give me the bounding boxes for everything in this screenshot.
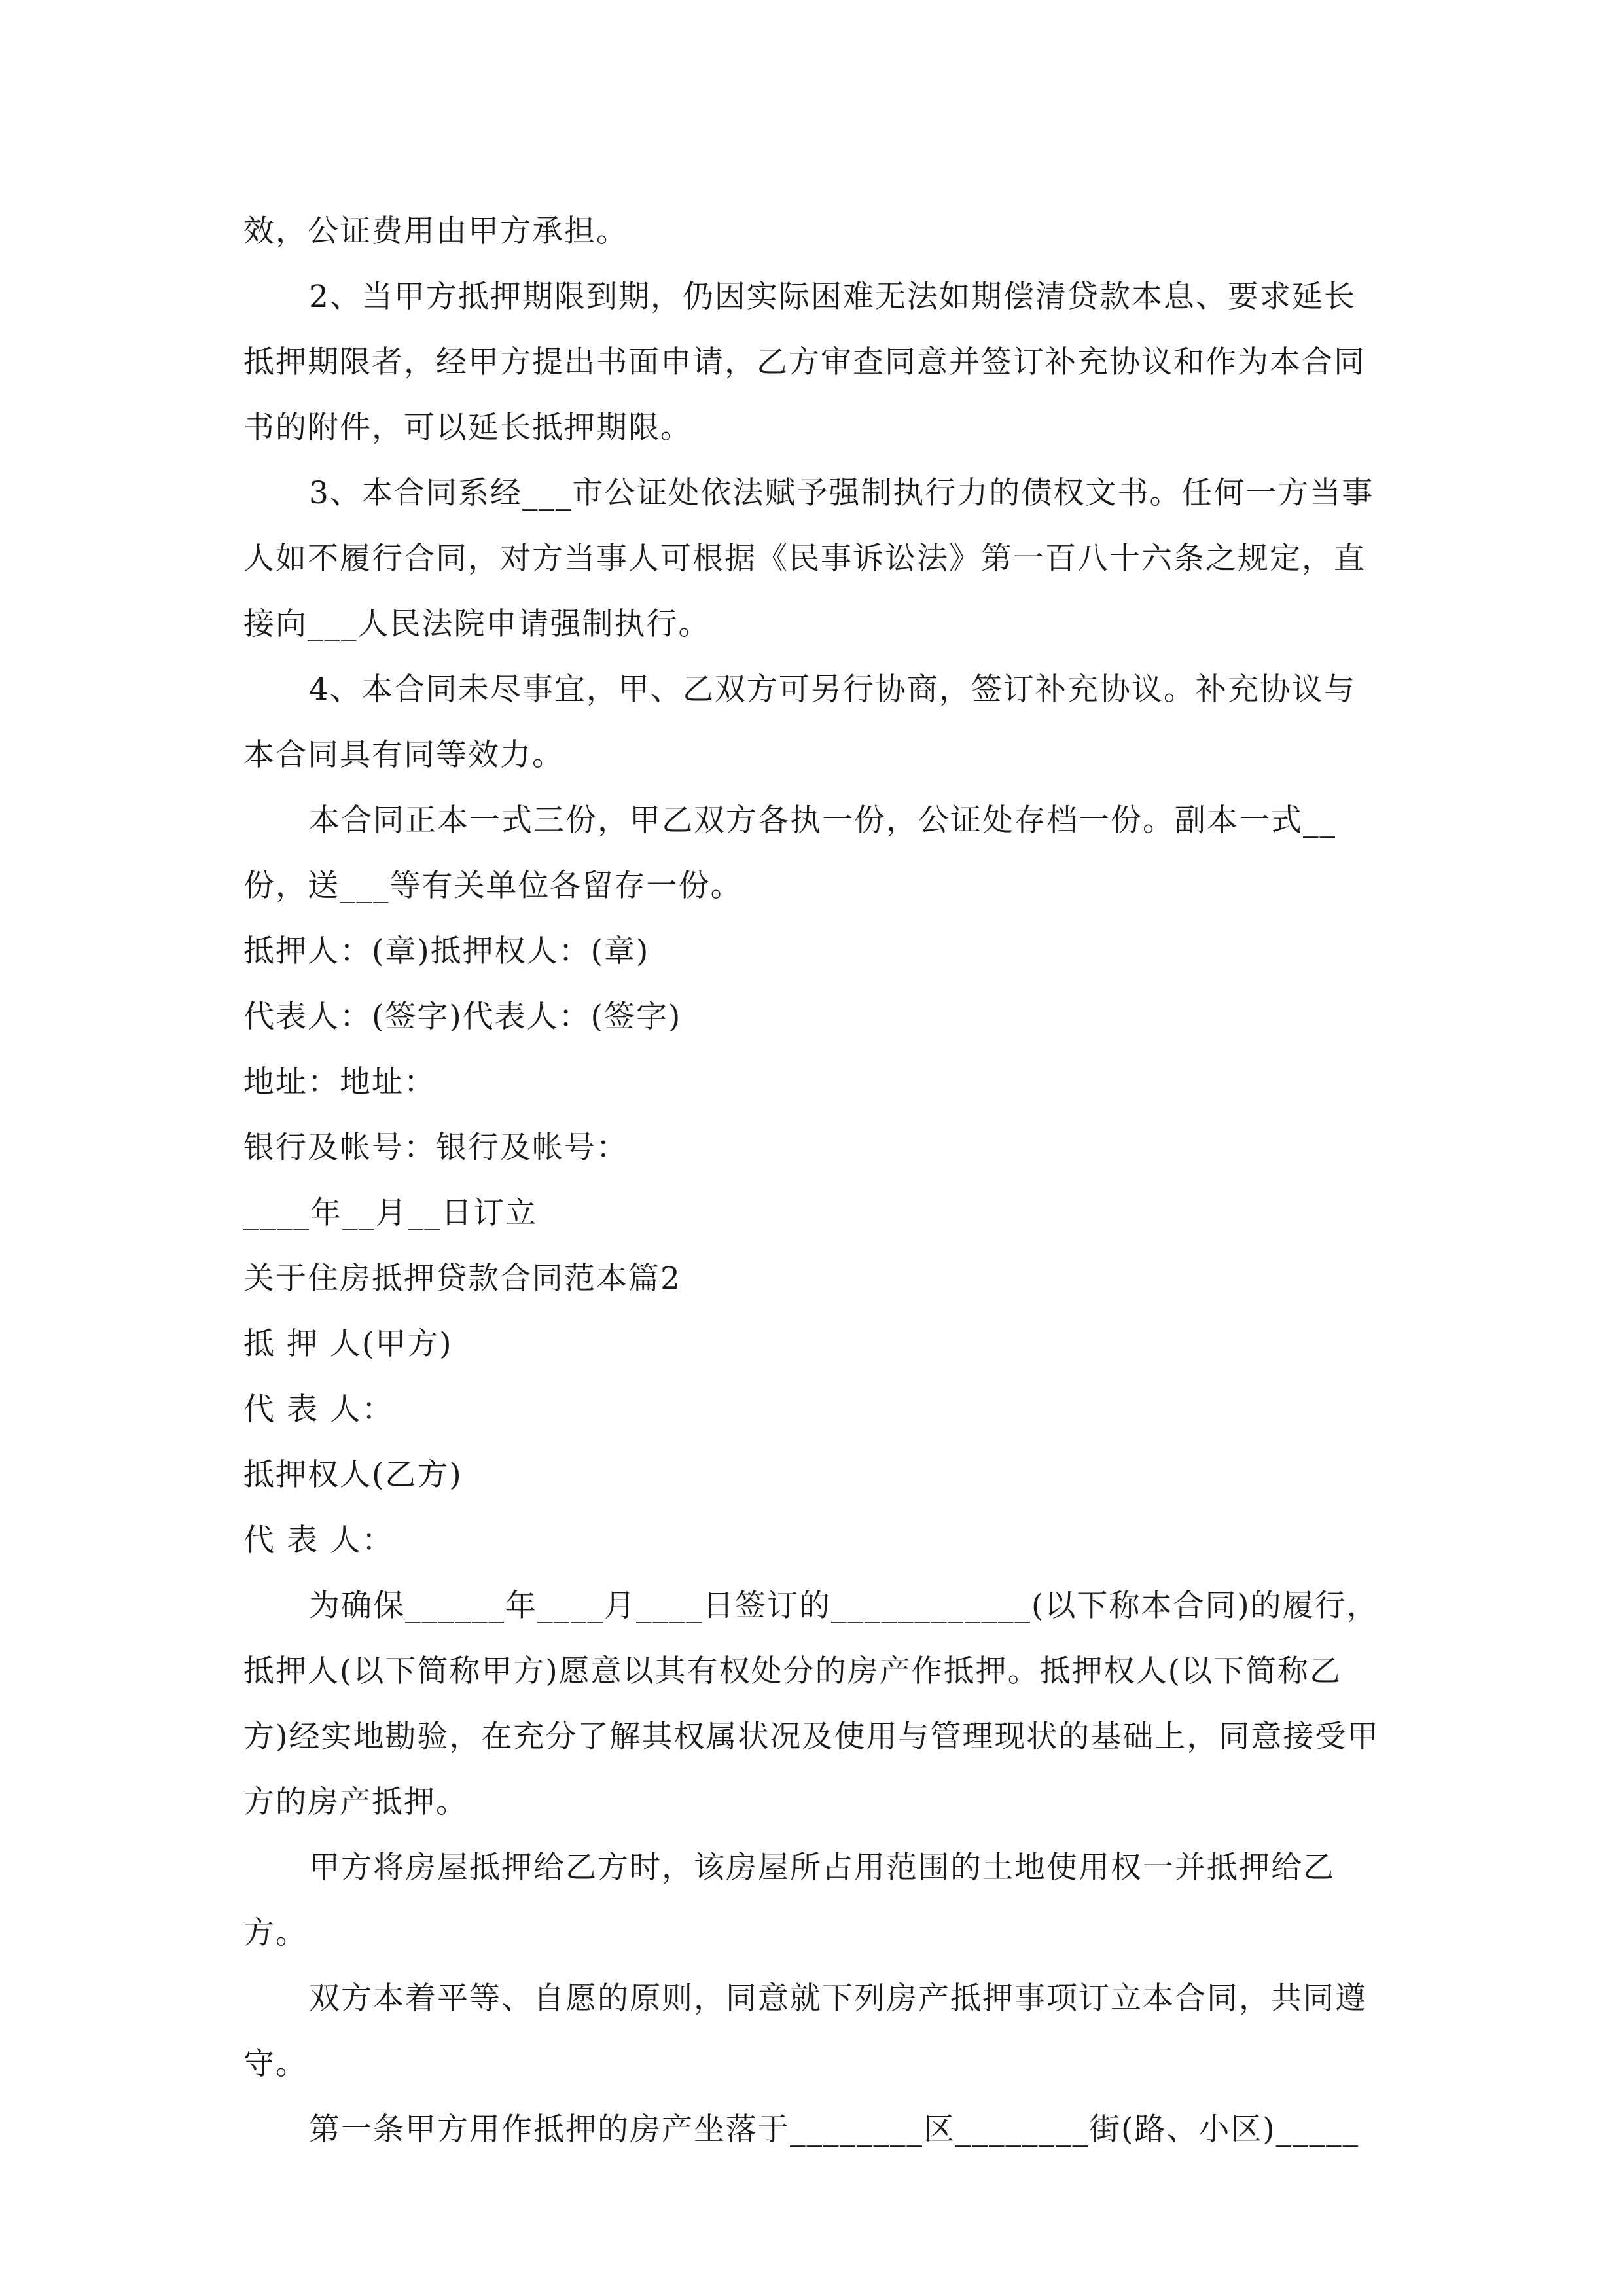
document-body bbox=[243, 199, 1385, 2162]
paragraph-land-use: 甲方将房屋抵押给乙方时，该房屋所占用范围的土地使用权一并抵押给乙方。 bbox=[243, 1850, 1335, 1951]
line-mortgagor: 抵 押 人(甲方) bbox=[243, 1326, 453, 1362]
paragraph-clause-2-extension: 2、当甲方抵押期限到期，仍因实际困难无法如期偿清贷款本息、要求延长抵押期限者，经甲方提出书面申请，乙方审查同意并签订补充协议和作为本合同书的附件，可以延长抵押期限。 bbox=[243, 279, 1366, 446]
paragraph-clause-4-supplement: 4、本合同未尽事宜，甲、乙双方可另行协商，签订补充协议。补充协议与本合同具有同等效力。 bbox=[243, 672, 1356, 773]
paragraph-clause-3-enforcement: 3、本合同系经___市公证处依法赋予强制执行力的债权文书。任何一方当事人如不履行合同，对方当事人可根据《民事诉讼法》第一百八十六条之规定，直接向___人民法院申请强制执行。 bbox=[243, 475, 1374, 642]
line-representative-b: 代 表 人： bbox=[243, 1522, 394, 1558]
line-representative-a: 代 表 人： bbox=[243, 1391, 394, 1427]
paragraph-notary-fee: 效，公证费用由甲方承担。 bbox=[243, 213, 628, 249]
line-signature: 代表人：(签字)代表人：(签字) bbox=[243, 999, 682, 1035]
line-address: 地址：地址： bbox=[243, 1064, 436, 1100]
line-mortgagee: 抵押权人(乙方) bbox=[243, 1457, 463, 1493]
line-seal: 抵押人：(章)抵押权人：(章) bbox=[243, 933, 650, 969]
line-bank-account: 银行及帐号：银行及帐号： bbox=[243, 1130, 628, 1166]
line-date: ____年__月__日订立 bbox=[243, 1195, 537, 1231]
paragraph-article-1: 第一条甲方用作抵押的房产坐落于________区________街(路、小区)_____ bbox=[309, 2111, 1360, 2147]
paragraph-principle: 双方本着平等、自愿的原则，同意就下列房产抵押事项订立本合同，共同遵守。 bbox=[243, 1981, 1367, 2082]
paragraph-copies: 本合同正本一式三份，甲乙双方各执一份，公证处存档一份。副本一式__份，送___等有关单位各留存一份。 bbox=[243, 802, 1336, 904]
paragraph-preamble: 为确保______年____月____日签订的____________(以下称本合同)的履行，抵押人(以下简称甲方)愿意以其有权处分的房产作抵押。抵押权人(以下简称乙方)经实地勘验，在充分了解其权属状况及使用与管理现状的基础上，同意接受甲方的房产抵押。 bbox=[243, 1588, 1380, 1820]
section-title-2: 关于住房抵押贷款合同范本篇2 bbox=[243, 1261, 681, 1297]
